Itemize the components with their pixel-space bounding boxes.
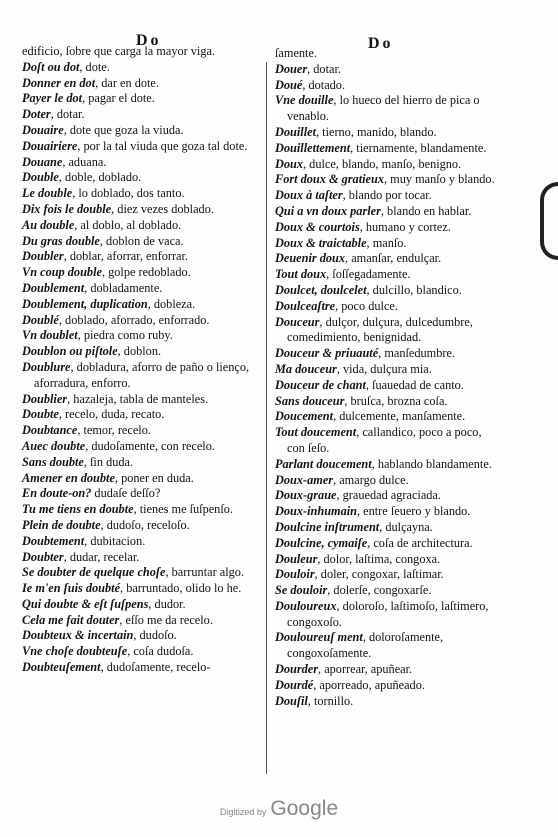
- dictionary-entry: [275, 299, 497, 315]
- dictionary-entry: [22, 597, 262, 613]
- dictionary-entry: [275, 567, 497, 583]
- margin-bracket-mark: [540, 182, 558, 260]
- entry-headword: Douloir: [275, 567, 315, 582]
- entry-definition: , dubitacion.: [84, 533, 146, 548]
- entry-definition: , dobleza.: [147, 296, 196, 311]
- entry-headword: Doubtement: [22, 533, 85, 548]
- entry-headword: Tu me tiens en doubte: [22, 502, 134, 517]
- entry-headword: Fort doux & gratieux: [275, 172, 384, 187]
- dictionary-entry: [22, 249, 262, 265]
- entry-headword: Doublure: [22, 359, 71, 374]
- entry-headword: Doubler: [22, 249, 64, 264]
- dictionary-entry: [22, 218, 262, 234]
- entry-headword: Douaire: [22, 122, 64, 137]
- entry-definition: , doblon.: [117, 344, 162, 359]
- entry-headword: Doublement: [22, 280, 85, 295]
- entry-definition: , dulcillo, blandico.: [366, 282, 462, 297]
- dictionary-entry: [275, 694, 497, 710]
- entry-definition: , humano y cortez.: [359, 219, 451, 234]
- entry-definition: , dolerſe, congoxarſe.: [327, 583, 432, 598]
- entry-definition: , dote que goza la viuda.: [63, 122, 184, 137]
- dictionary-entry: [275, 599, 497, 631]
- dictionary-entry: [275, 425, 497, 457]
- entry-definition: , blando en hablar.: [380, 203, 472, 218]
- dictionary-entry: [22, 550, 262, 566]
- entry-definition: , callandico, poco a poco, con ſeſo.: [287, 425, 482, 455]
- entry-definition: , doblon de vaca.: [99, 233, 184, 248]
- entry-headword: Douſil: [275, 693, 308, 708]
- dictionary-entry: [275, 457, 497, 473]
- dictionary-entry: [275, 536, 497, 552]
- entry-headword: Tout doux: [275, 267, 327, 282]
- dictionary-entry: [22, 44, 262, 60]
- entry-definition: , dar en dote.: [95, 75, 159, 90]
- entry-headword: Douillettement: [275, 140, 351, 155]
- entry-definition: , al doblo, al doblado.: [74, 217, 182, 232]
- dictionary-entry: [22, 392, 262, 408]
- running-head-left: Do: [136, 32, 162, 49]
- entry-definition: edificio, ſobre que carga la mayor viga.: [22, 44, 216, 58]
- entry-headword: Doublement, duplication: [22, 296, 148, 311]
- dictionary-entry: [22, 328, 262, 344]
- entry-headword: Deuenir doux: [275, 251, 346, 266]
- entry-headword: Doubteuſement: [22, 660, 101, 675]
- entry-headword: Le double: [22, 186, 73, 201]
- dictionary-entry: [22, 455, 262, 471]
- entry-headword: Doulceaſtre: [275, 298, 336, 313]
- dictionary-entry: [22, 76, 262, 92]
- entry-headword: Au double: [22, 217, 75, 232]
- entry-headword: Douane: [22, 154, 63, 169]
- dictionary-entry: [275, 283, 497, 299]
- entry-headword: Qui a vn doux parler: [275, 203, 381, 218]
- entry-definition: , vida, dulçura mia.: [336, 361, 432, 376]
- entry-headword: En doute-on?: [22, 486, 92, 501]
- entry-headword: Dourdé: [275, 677, 314, 692]
- entry-headword: Dourder: [275, 662, 319, 677]
- dictionary-entry: [22, 360, 262, 392]
- entry-definition: , doble, doblado.: [58, 170, 142, 185]
- dictionary-entry: [275, 157, 497, 173]
- entry-headword: Doublon ou piſtole: [22, 344, 118, 359]
- entry-definition: , doloroſamente, congoxoſamente.: [287, 630, 444, 661]
- entry-headword: Amener en doubte: [22, 470, 115, 485]
- entry-headword: Douceur: [275, 314, 320, 329]
- entry-headword: Payer le dot: [22, 91, 83, 106]
- entry-definition: , lo hueco del hierro de pica o venablo.: [287, 93, 480, 124]
- entry-headword: Doux: [275, 156, 304, 171]
- entry-headword: Vne choſe doubteuſe: [22, 644, 128, 659]
- dictionary-entry: [22, 613, 262, 629]
- entry-definition: , doblado, aforrado, enforrado.: [58, 312, 210, 327]
- entry-headword: Douleur: [275, 551, 318, 566]
- dictionary-entry: [275, 188, 497, 204]
- dictionary-entry: [22, 486, 262, 502]
- entry-definition: , barruntar algo.: [165, 565, 244, 580]
- dictionary-entry: [275, 488, 497, 504]
- entry-definition: , tiernamente, blandamente.: [350, 140, 487, 155]
- entry-definition: , dulce, blando, manſo, benigno.: [303, 156, 462, 171]
- entry-headword: Doſt ou dot: [22, 59, 80, 74]
- entry-headword: Plein de doubte: [22, 517, 101, 532]
- entry-definition: , coſa dudoſa.: [127, 644, 194, 659]
- entry-headword: Doulcet, doulcelet: [275, 282, 367, 297]
- entry-headword: Auec doubte: [22, 438, 86, 453]
- entry-definition: , dotar.: [50, 107, 85, 122]
- entry-definition: , bruſca, brozna coſa.: [344, 393, 448, 408]
- dictionary-entry: [22, 60, 262, 76]
- dictionary-entry: [275, 236, 497, 252]
- entry-headword: Doublé: [22, 312, 59, 327]
- entry-definition: , aporreado, apuñeado.: [313, 677, 425, 692]
- entry-headword: Doux-inhumain: [275, 504, 358, 519]
- dictionary-entry: [275, 346, 497, 362]
- entry-definition: , dulçor, dulçura, dulcedumbre, comedimiento, benignidad.: [287, 314, 473, 345]
- dictionary-entry: [22, 139, 262, 155]
- dictionary-entry: [275, 362, 497, 378]
- dictionary-entry: [275, 78, 497, 94]
- dictionary-entry: [275, 220, 497, 236]
- dictionary-entry: [22, 502, 262, 518]
- right-column: [275, 46, 497, 709]
- entry-definition: , dote.: [79, 59, 110, 74]
- dictionary-entry: [275, 251, 497, 267]
- dictionary-entry: [275, 93, 497, 125]
- entry-headword: Se doubter de quelque choſe: [22, 565, 166, 580]
- entry-definition: , aduana.: [62, 154, 107, 169]
- entry-headword: Sans douceur: [275, 393, 345, 408]
- entry-definition: , manſo.: [366, 235, 407, 250]
- dictionary-entry: [22, 423, 262, 439]
- dictionary-entry: [275, 125, 497, 141]
- entry-definition: , dolor, laſtima, congoxa.: [317, 551, 441, 566]
- entry-definition: , dudoſamente, con recelo.: [85, 438, 215, 453]
- entry-headword: Douer: [275, 61, 308, 76]
- entry-headword: Vn coup double: [22, 265, 102, 280]
- entry-definition: , eſſo me da recelo.: [119, 612, 213, 627]
- entry-headword: Ie m'en ſuis doubté: [22, 581, 121, 596]
- entry-definition: , manſedumbre.: [378, 346, 456, 361]
- dictionary-entry: [275, 552, 497, 568]
- entry-headword: Du gras double: [22, 233, 100, 248]
- dictionary-entry: [275, 141, 497, 157]
- entry-headword: Doulcine inſtrument: [275, 519, 380, 534]
- entry-definition: , ſin duda.: [83, 454, 134, 469]
- dictionary-entry: [275, 409, 497, 425]
- entry-headword: Doter: [22, 107, 51, 122]
- entry-headword: Donner en dot: [22, 75, 96, 90]
- entry-definition: , doblar, aforrar, enforrar.: [63, 249, 188, 264]
- entry-definition: , hablando blandamente.: [371, 456, 492, 471]
- entry-headword: Douloureux: [275, 598, 337, 613]
- dictionary-entry: [22, 186, 262, 202]
- left-column: [22, 44, 262, 676]
- dictionary-entry: [275, 62, 497, 78]
- entry-definition: , ſuauedad de canto.: [365, 377, 464, 392]
- dictionary-entry: [22, 581, 262, 597]
- entry-definition: , tornillo.: [307, 693, 354, 708]
- entry-definition: , dobladura, aforro de paño o lienço, aforradura, enforro.: [34, 359, 250, 390]
- entry-definition: , tienes me ſuſpenſo.: [133, 502, 233, 517]
- dictionary-entry: [275, 315, 497, 347]
- dictionary-entry: [22, 534, 262, 550]
- column-divider: [266, 62, 267, 774]
- dictionary-entry: [22, 234, 262, 250]
- entry-definition: , hazaleja, tabla de manteles.: [67, 391, 209, 406]
- entry-definition: , tierno, manido, blando.: [316, 124, 437, 139]
- entry-headword: Double: [22, 170, 59, 185]
- entry-definition: ſamente.: [275, 46, 317, 60]
- dictionary-entry: [22, 644, 262, 660]
- digitized-footer: [0, 797, 558, 821]
- entry-definition: , blando por tocar.: [342, 188, 432, 203]
- entry-definition: dudaſe deſſo?: [91, 486, 161, 501]
- dictionary-entry: [22, 123, 262, 139]
- dictionary-entry: [275, 378, 497, 394]
- dictionary-entry: [22, 91, 262, 107]
- entry-headword: Qui doubte & eſt ſuſpens: [22, 596, 149, 611]
- dictionary-entry: [275, 630, 497, 662]
- entry-headword: Doux-graue: [275, 488, 337, 503]
- google-logo: Google: [270, 797, 339, 820]
- dictionary-entry: [275, 267, 497, 283]
- entry-definition: , doloroſo, laſtimoſo, laſtimero, congoxoſo.: [287, 598, 489, 629]
- dictionary-entry: [22, 265, 262, 281]
- entry-headword: Doubteux & incertain: [22, 628, 134, 643]
- dictionary-entry: [275, 46, 497, 62]
- entry-definition: , dobladamente.: [84, 280, 163, 295]
- entry-headword: Tout doucement: [275, 425, 357, 440]
- dictionary-entry: [275, 678, 497, 694]
- entry-headword: Cela me fait douter: [22, 612, 120, 627]
- dictionary-entry: [22, 281, 262, 297]
- entry-definition: , dulçayna.: [379, 519, 433, 534]
- entry-headword: Vne douille: [275, 93, 334, 108]
- entry-headword: Se douloir: [275, 583, 328, 598]
- entry-headword: Douceur & priuauté: [275, 346, 379, 361]
- entry-definition: , dotado.: [302, 77, 346, 92]
- dictionary-entry: [22, 565, 262, 581]
- dictionary-entry: [22, 202, 262, 218]
- entry-definition: , doler, congoxar, laſtimar.: [314, 567, 444, 582]
- dictionary-entry: [22, 297, 262, 313]
- dictionary-entry: [22, 439, 262, 455]
- entry-headword: Douairiere: [22, 138, 78, 153]
- entry-headword: Douillet: [275, 124, 316, 139]
- dictionary-entry: [275, 504, 497, 520]
- entry-definition: , dotar.: [307, 61, 341, 76]
- entry-definition: , dudar, recelar.: [63, 549, 140, 564]
- entry-headword: Parlant doucement: [275, 456, 372, 471]
- entry-definition: , amargo dulce.: [333, 472, 409, 487]
- entry-definition: , dulcemente, manſamente.: [333, 409, 466, 424]
- entry-headword: Douceur de chant: [275, 377, 366, 392]
- entry-definition: , por la tal viuda que goza tal dote.: [77, 138, 248, 153]
- entry-definition: , piedra como ruby.: [77, 328, 173, 343]
- dictionary-entry: [22, 518, 262, 534]
- entry-definition: , recelo, duda, recato.: [58, 407, 165, 422]
- entry-definition: , temor, recelo.: [77, 423, 151, 438]
- dictionary-entry: [22, 344, 262, 360]
- entry-definition: , dudor.: [148, 596, 186, 611]
- entry-definition: , pagar el dote.: [82, 91, 155, 106]
- dictionary-entry: [275, 583, 497, 599]
- entry-headword: Doux-amer: [275, 472, 334, 487]
- entry-definition: , aporrear, apuñear.: [318, 662, 413, 677]
- digitized-by-text: Digitized by: [219, 807, 267, 817]
- dictionary-entry: [22, 660, 262, 676]
- entry-definition: , grauedad agraciada.: [336, 488, 441, 503]
- entry-headword: Douloureuſ ment: [275, 630, 363, 645]
- entry-definition: , dudoſo, receloſo.: [100, 517, 190, 532]
- entry-definition: , poner en duda.: [114, 470, 194, 485]
- entry-headword: Doublier: [22, 391, 68, 406]
- dictionary-entry: [22, 628, 262, 644]
- dictionary-entry: [275, 520, 497, 536]
- entry-headword: Doubtance: [22, 423, 78, 438]
- entry-headword: Doubter: [22, 549, 64, 564]
- entry-definition: , amanſar, endulçar.: [345, 251, 442, 266]
- entry-headword: Dix fois le double: [22, 201, 112, 216]
- entry-definition: , barruntado, olido lo he.: [120, 581, 242, 596]
- entry-definition: , poco dulce.: [335, 298, 398, 313]
- entry-headword: Doucement: [275, 409, 334, 424]
- entry-headword: Doulcine, cymaiſe: [275, 535, 368, 550]
- entry-headword: Doubte: [22, 407, 59, 422]
- entry-definition: , golpe redoblado.: [101, 265, 191, 280]
- dictionary-entry: [275, 394, 497, 410]
- dictionary-entry: [22, 155, 262, 171]
- running-head-right: Do: [368, 35, 394, 52]
- entry-definition: , coſa de architectura.: [367, 535, 473, 550]
- entry-headword: Ma douceur: [275, 361, 337, 376]
- dictionary-entry: [22, 407, 262, 423]
- entry-headword: Doux & traictable: [275, 235, 367, 250]
- dictionary-entry: [22, 107, 262, 123]
- entry-headword: Doué: [275, 77, 303, 92]
- entry-definition: , dudoſamente, recelo-: [100, 660, 211, 675]
- entry-definition: , dudoſo.: [133, 628, 177, 643]
- entry-headword: Doux & courtois: [275, 219, 360, 234]
- entry-definition: , entre ſeuero y blando.: [357, 504, 471, 519]
- entry-definition: , muy manſo y blando.: [384, 172, 495, 187]
- dictionary-entry: [275, 172, 497, 188]
- entry-headword: Vn doublet: [22, 328, 78, 343]
- entry-headword: Sans doubte: [22, 454, 84, 469]
- dictionary-entry: [22, 170, 262, 186]
- dictionary-entry: [275, 473, 497, 489]
- dictionary-entry: [275, 204, 497, 220]
- entry-headword: Doux à taſter: [275, 188, 343, 203]
- entry-definition: , ſoſſegadamente.: [326, 267, 411, 282]
- entry-definition: , lo doblado, dos tanto.: [72, 186, 185, 201]
- entry-definition: , diez vezes doblado.: [111, 201, 214, 216]
- dictionary-entry: [22, 313, 262, 329]
- dictionary-entry: [275, 662, 497, 678]
- dictionary-entry: [22, 471, 262, 487]
